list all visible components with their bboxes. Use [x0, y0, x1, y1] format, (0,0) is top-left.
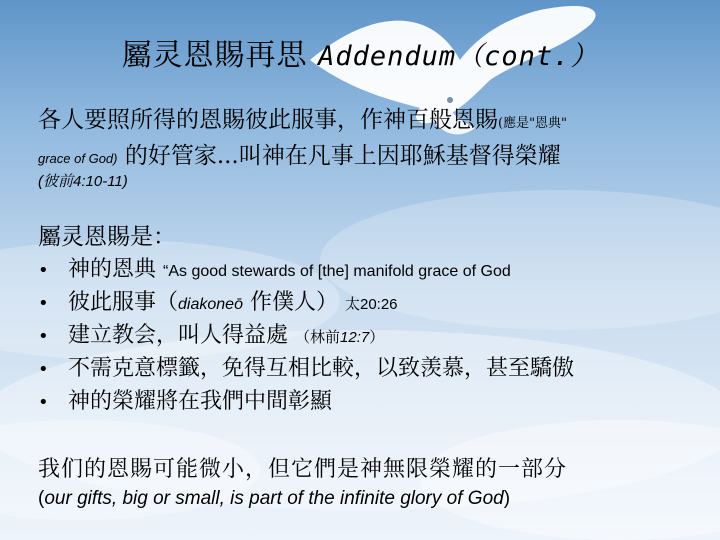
list-item [38, 385, 718, 418]
footer-zh: 我们的恩賜可能微小，但它們是神無限榮耀的一部分 [38, 457, 568, 482]
bullet-reference: 太20:26 [344, 296, 398, 313]
scripture-line-1 [38, 104, 708, 140]
list-item [38, 286, 718, 319]
bullet-text: 神的榮耀將在我們中間彰顯 [68, 389, 333, 414]
bullet-icon: • [38, 260, 49, 281]
bullet-greek-term: diakoneō [178, 296, 243, 313]
bullet-en-text: “As good stewards of [the] manifold grace of God [163, 263, 511, 280]
scripture-note-en: grace of God) [38, 151, 118, 166]
scripture-note: (應是"恩典" [498, 116, 568, 131]
footer-en-text: our gifts, big or small, is part of the infinite glory of God [44, 488, 504, 509]
bullet-text-2: 作僕人） [249, 290, 338, 315]
list-item [38, 352, 718, 385]
title-en: Addendum（cont.） [318, 41, 599, 72]
sub-heading: 屬灵恩賜是： [38, 224, 176, 250]
bullet-text: 彼此服事（ [68, 290, 179, 315]
scripture-text-2: 的好管家...叫神在凡事上因耶穌基督得榮耀 [124, 143, 561, 169]
scripture-paragraph [38, 104, 708, 175]
bullet-icon: • [38, 293, 49, 314]
slide-title [0, 30, 720, 74]
bullet-reference: （林前12:7） [295, 329, 385, 346]
list-item [38, 319, 718, 352]
list-item [38, 253, 718, 286]
scripture-reference [38, 170, 128, 191]
bullet-text: 神的恩典 [68, 257, 157, 282]
bullet-text: 不需克意標籤，免得互相比較，以致羡慕，甚至驕傲 [68, 356, 575, 381]
bullet-list [38, 253, 718, 418]
bullet-text: 建立教会，叫人得益處 [68, 323, 289, 348]
scripture-text-1: 各人要照所得的恩賜彼此服事，作神百般恩賜 [38, 107, 498, 133]
bullet-icon: • [38, 326, 49, 347]
bullet-icon: • [38, 392, 49, 413]
reference-book: (彼前 [38, 173, 73, 190]
title-zh: 屬灵恩賜再思 [121, 38, 308, 73]
footer-en: (our gifts, big or small, is part of the infinite glory of God) [38, 488, 511, 509]
reference-verses: 4:10-11) [73, 173, 128, 190]
scripture-line-2 [38, 140, 708, 175]
bullet-icon: • [38, 359, 49, 380]
